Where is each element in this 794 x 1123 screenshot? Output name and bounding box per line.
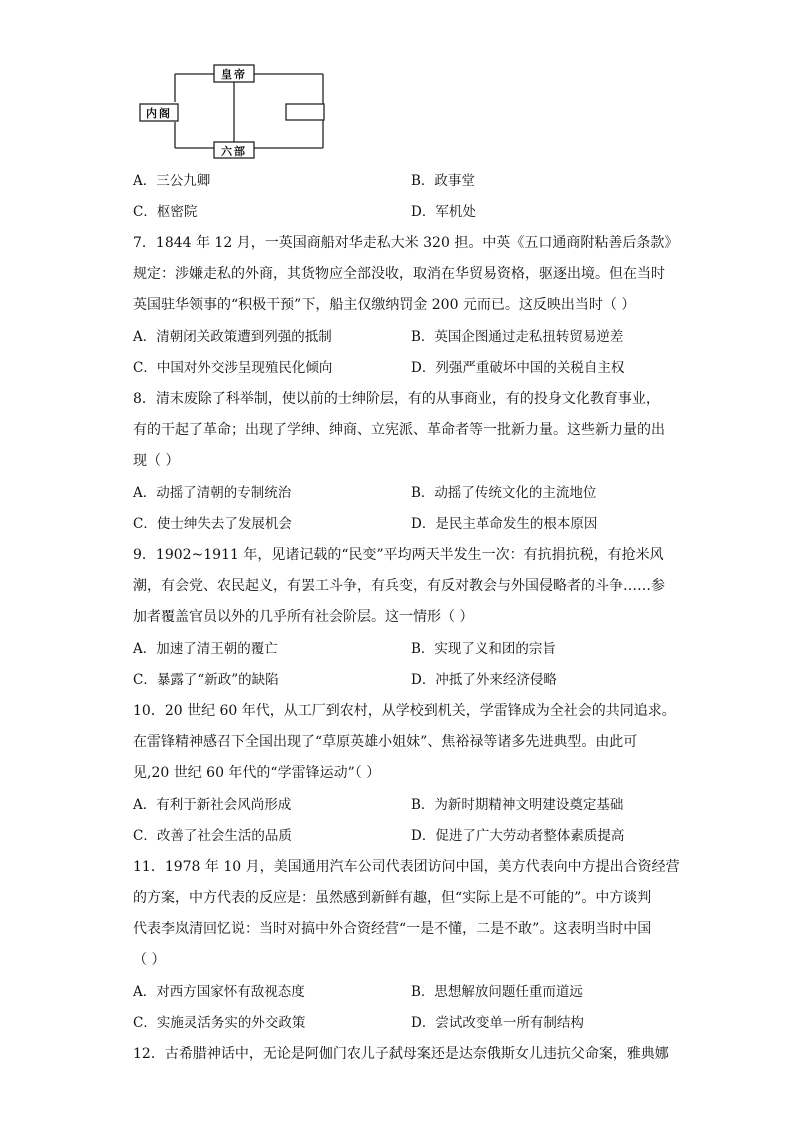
q11-option-b: B．思想解放问题任重而道远 — [411, 984, 583, 1000]
q9-stem-line-2: 潮，有会党、农民起义，有罢工斗争，有兵变，有反对教会与外国侵略者的斗争……参 — [133, 578, 665, 594]
q10-option-d: D．促进了广大劳动者整体素质提高 — [411, 828, 625, 844]
q12-stem-line-1: 12．古希腊神话中，无论是阿伽门农儿子弑母案还是达奈俄斯女儿违抗父命案，雅典娜 — [133, 1046, 669, 1062]
q7-stem-line-3: 英国驻华领事的“积极干预”下，船主仅缴纳罚金 200 元而已。这反映出当时（ ） — [133, 297, 636, 313]
q8-option-c: C．使士绅失去了发展机会 — [133, 516, 292, 532]
cabinet-box-label: 内阁 — [146, 107, 172, 120]
q10-option-a: A．有利于新社会风尚形成 — [133, 797, 292, 813]
q7-stem-line-1: 7．1844 年 12 月，一英国商船对华走私大米 320 担。中英《五口通商附粘善后条款》 — [133, 235, 679, 251]
q11-stem-line-3: 代表李岚清回忆说：当时对搞中外合资经营“一是不懂，二是不敢”。这表明当时中国 — [133, 921, 652, 937]
q7-option-c: C．中国对外交涉呈现殖民化倾向 — [133, 360, 333, 376]
q6-option-c: C．枢密院 — [133, 204, 198, 220]
q8-option-b: B．动摇了传统文化的主流地位 — [411, 485, 597, 501]
emperor-box-label: 皇帝 — [221, 68, 247, 81]
q9-option-b: B．实现了义和团的宗旨 — [411, 641, 556, 657]
q6-option-a: A．三公九卿 — [133, 173, 211, 189]
q11-option-a: A．对西方国家怀有敌视态度 — [133, 984, 305, 1000]
q8-stem-line-2: 有的干起了革命；出现了学绅、绅商、立宪派、革命者等一批新力量。这些新力量的出 — [133, 422, 665, 438]
q11-stem-line-1: 11．1978 年 10 月，美国通用汽车公司代表团访问中国，美方代表向中方提出合资经营 — [133, 859, 680, 875]
q7-option-d: D．列强严重破坏中国的关税自主权 — [411, 360, 625, 376]
q10-stem-line-2: 在雷锋精神感召下全国出现了“草原英雄小姐妹”、焦裕禄等诸多先进典型。由此可 — [133, 734, 638, 750]
q11-stem-line-4: （ ） — [133, 952, 166, 968]
q9-option-c: C．暴露了“新政”的缺陷 — [133, 672, 279, 688]
six-ministries-box-label: 六部 — [221, 145, 247, 158]
q6-option-b: B．政事堂 — [411, 173, 475, 189]
q8-option-d: D．是民主革命发生的根本原因 — [411, 516, 598, 532]
q6-option-d: D．军机处 — [411, 204, 476, 220]
q10-stem-line-1: 10．20 世纪 60 年代，从工厂到农村，从学校到机关，学雷锋成为全社会的共同追求。 — [133, 703, 676, 719]
q10-stem-line-3: 见,20 世纪 60 年代的“学雷锋运动”（ ） — [133, 765, 381, 781]
q8-option-a: A．动摇了清朝的专制统治 — [133, 485, 292, 501]
q9-stem-line-1: 9．1902~1911 年，见诸记载的“民变”平均两天半发生一次：有抗捐抗税，有抢米风 — [133, 547, 664, 563]
political-structure-diagram — [138, 62, 328, 162]
q8-stem-line-1: 8．清末废除了科举制，使以前的士绅阶层，有的从事商业，有的投身文化教育事业， — [133, 391, 660, 407]
q9-option-a: A．加速了清王朝的覆亡 — [133, 641, 278, 657]
q9-option-d: D．冲抵了外来经济侵略 — [411, 672, 557, 688]
q10-option-b: B．为新时期精神文明建设奠定基础 — [411, 797, 624, 813]
q11-stem-line-2: 的方案，中方代表的反应是：虽然感到新鲜有趣，但“实际上是不可能的”。中方谈判 — [133, 890, 652, 906]
q9-stem-line-3: 加者覆盖官员以外的几乎所有社会阶层。这一情形（ ） — [133, 609, 474, 625]
q7-option-b: B．英国企图通过走私扭转贸易逆差 — [411, 329, 624, 345]
q10-option-c: C．改善了社会生活的品质 — [133, 828, 292, 844]
q8-stem-line-3: 现（ ） — [133, 453, 180, 469]
q7-stem-line-2: 规定：涉嫌走私的外商，其货物应全部没收，取消在华贸易资格，驱逐出境。但在当时 — [133, 266, 665, 282]
q11-option-d: D．尝试改变单一所有制结构 — [411, 1015, 584, 1031]
q11-option-c: C．实施灵活务实的外交政策 — [133, 1015, 306, 1031]
q7-option-a: A．清朝闭关政策遭到列强的抵制 — [133, 329, 332, 345]
